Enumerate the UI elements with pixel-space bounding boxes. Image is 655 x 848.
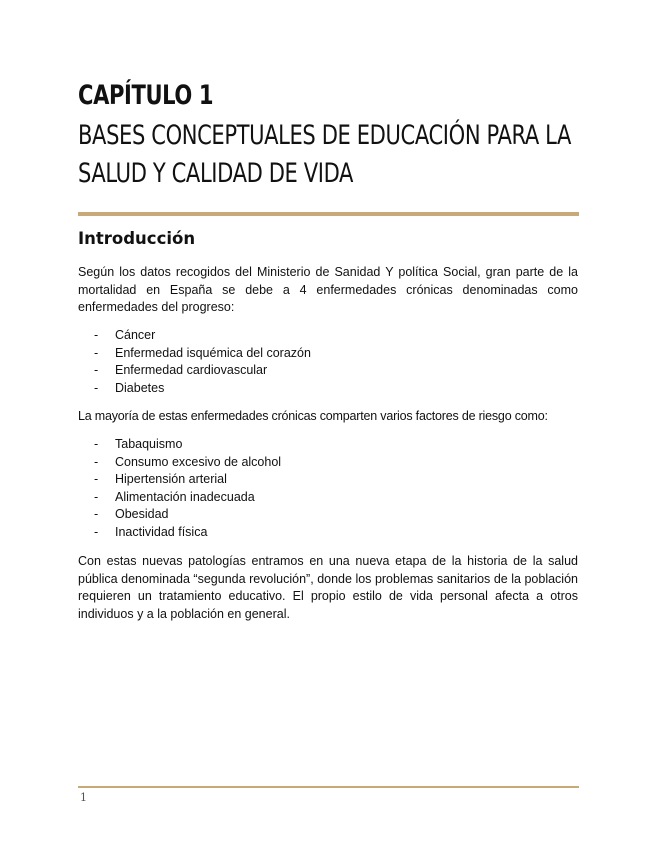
list-item xyxy=(94,380,311,398)
list-dash: - xyxy=(94,363,99,377)
list-item-text: Inactividad física xyxy=(115,524,208,539)
list-dash: - xyxy=(94,489,99,504)
list-item-text: Diabetes xyxy=(115,380,165,395)
risk-factor-list xyxy=(94,436,281,541)
list-item xyxy=(94,345,311,363)
disease-list xyxy=(94,327,311,397)
list-item xyxy=(94,436,281,454)
list-dash: - xyxy=(94,524,99,539)
list-item xyxy=(94,454,281,472)
list-item xyxy=(94,506,281,524)
list-dash: - xyxy=(94,328,99,342)
section-heading: Introducción xyxy=(78,229,196,248)
chapter-label: CAPÍTULO 1 xyxy=(78,80,214,111)
list-dash: - xyxy=(94,380,99,395)
list-item xyxy=(94,524,281,542)
title-divider xyxy=(78,212,579,216)
list-item-text: Enfermedad isquémica del corazón xyxy=(115,345,311,360)
list-dash: - xyxy=(94,437,99,451)
list-item-text: Tabaquismo xyxy=(115,437,183,451)
list-item xyxy=(94,362,311,380)
risk-factors-paragraph: La mayoría de estas enfermedades crónicas comparten varios factores de riesgo como: xyxy=(78,409,548,423)
list-item-text: Cáncer xyxy=(115,328,156,342)
footer-divider xyxy=(78,786,579,788)
list-dash: - xyxy=(94,472,99,486)
intro-paragraph: Según los datos recogidos del Ministerio de Sanidad Y política Social, gran parte de la mortalidad en España se debe a 4 enfermedades crónicas denominadas como enfermedades del progreso: xyxy=(78,265,578,314)
list-dash: - xyxy=(94,507,99,521)
conclusion-paragraph: Con estas nuevas patologías entramos en una nueva etapa de la historia de la salud pública denominada “segunda revolución”, donde los problemas sanitarios de la población requieren un tratamiento educativo. El propio estilo de vida personal afecta a otros individuos y a la población en general. xyxy=(78,554,578,621)
page-number: 1 xyxy=(80,791,87,804)
list-item-text: Obesidad xyxy=(115,507,169,521)
list-item xyxy=(94,471,281,489)
chapter-title: BASES CONCEPTUALES DE EDUCACIÓN PARA LA SALUD Y CALIDAD DE VIDA xyxy=(78,120,572,189)
list-item-text: Hipertensión arterial xyxy=(115,472,227,486)
list-dash: - xyxy=(94,345,99,360)
list-item-text: Enfermedad cardiovascular xyxy=(115,363,268,377)
list-item xyxy=(94,489,281,507)
list-dash: - xyxy=(94,454,99,469)
list-item xyxy=(94,327,311,345)
list-item-text: Alimentación inadecuada xyxy=(115,489,255,504)
list-item-text: Consumo excesivo de alcohol xyxy=(115,454,282,469)
